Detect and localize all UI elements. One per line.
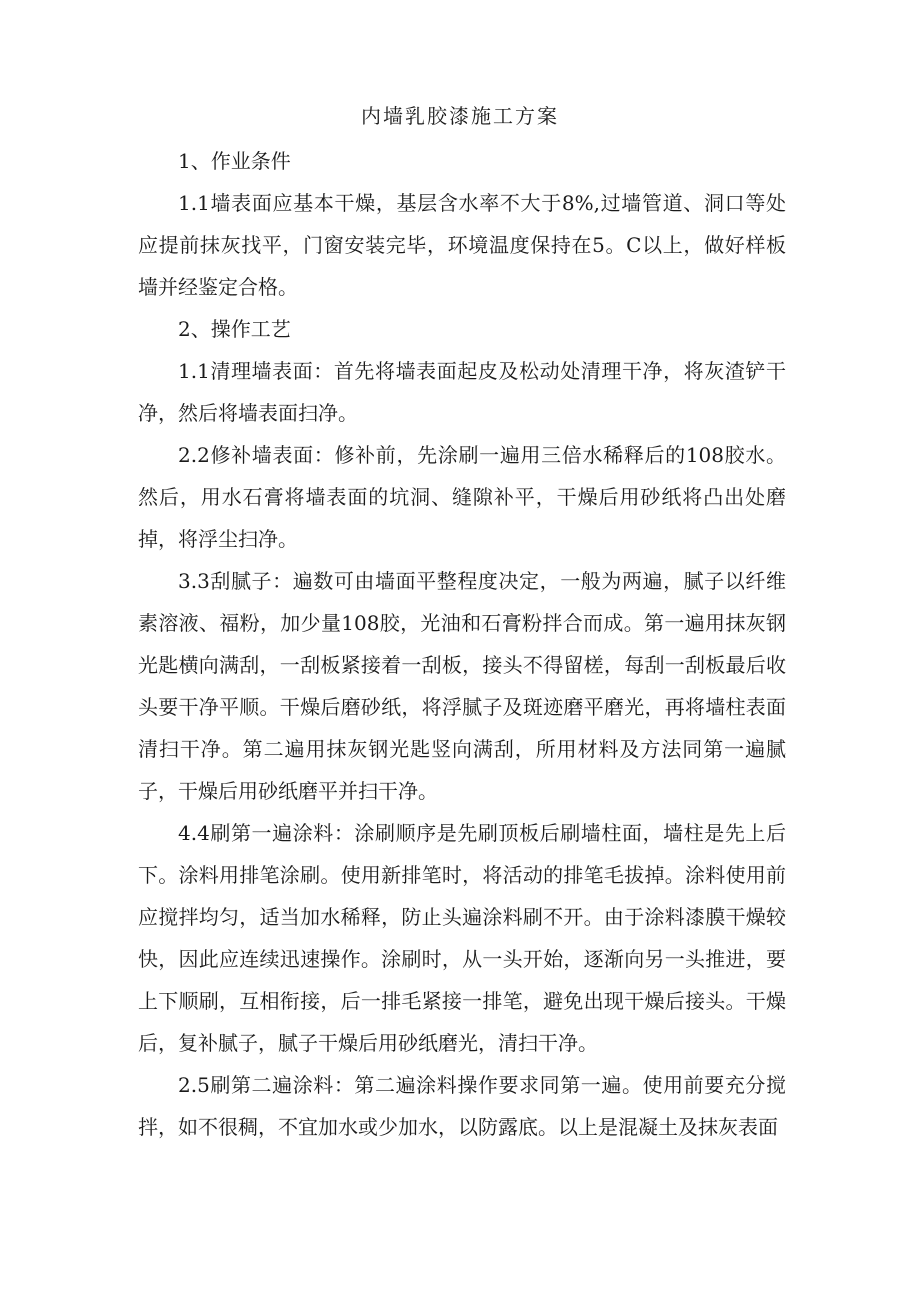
document-title: 内墙乳胶漆施工方案 — [361, 104, 559, 128]
paragraph-second-coat: 2.5刷第二遍涂料：第二遍涂料操作要求同第一遍。使用前要充分搅拌，如不很稠，不宜加水或少加水，以防露底。以上是混凝土及抹灰表面 — [138, 1073, 786, 1139]
heading-operation-process: 2、操作工艺 — [178, 317, 291, 341]
heading-work-conditions: 1、作业条件 — [178, 149, 291, 173]
paragraph-putty: 3.3刮腻子：遍数可由墙面平整程度决定，一般为两遍，腻子以纤维素溶液、福粉，加少量108胶，光油和石膏粉拌合而成。第一遍用抹灰钢光匙横向满刮，一刮板紧接着一刮板，接头不得留槎，每刮一刮板最后收头要干净平顺。干燥后磨砂纸，将浮腻子及斑迹磨平磨光，再将墙柱表面清扫干净。第二遍用抹灰钢光匙竖向满刮，所用材料及方法同第一遍腻子，干燥后用砂纸磨平并扫干净。 — [138, 569, 786, 803]
paragraph-clean-wall: 1.1清理墙表面：首先将墙表面起皮及松动处清理干净，将灰渣铲干净，然后将墙表面扫净。 — [138, 359, 786, 425]
paragraph-first-coat: 4.4刷第一遍涂料：涂刷顺序是先刷顶板后刷墙柱面，墙柱是先上后下。涂料用排笔涂刷。使用新排笔时，将活动的排笔毛拔掉。涂料使用前应搅拌均匀，适当加水稀释，防止头遍涂料刷不开。由于涂料漆膜干燥较快，因此应连续迅速操作。涂刷时，从一头开始，逐渐向另一头推进，要上下顺刷，互相衔接，后一排毛紧接一排笔，避免出现干燥后接头。干燥后，复补腻子，腻子干燥后用砂纸磨光，清扫干净。 — [138, 821, 786, 1055]
document-body — [138, 140, 786, 1148]
paragraph-repair-wall: 2.2修补墙表面：修补前，先涂刷一遍用三倍水稀释后的108胶水。然后，用水石膏将墙表面的坑洞、缝隙补平，干燥后用砂纸将凸出处磨掉，将浮尘扫净。 — [138, 443, 786, 551]
paragraph-1-1: 1.1墙表面应基本干燥，基层含水率不大于8%,过墙管道、洞口等处应提前抹灰找平，门窗安装完毕，环境温度保持在5。C以上，做好样板墙并经鉴定合格。 — [138, 191, 786, 299]
